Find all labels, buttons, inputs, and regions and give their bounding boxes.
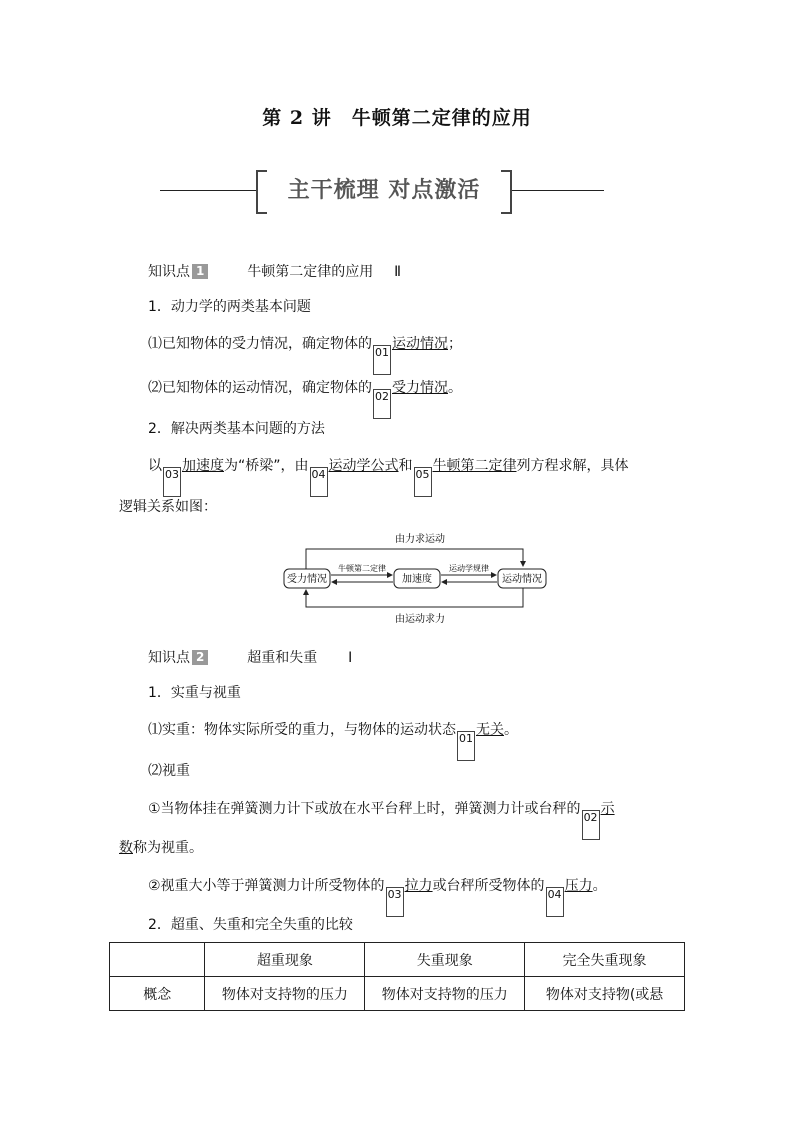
text: 和 (398, 458, 413, 474)
box-motion-label: 运动情况 (502, 574, 542, 585)
answer-blank: 03 (163, 467, 181, 497)
banner-text: 主干梳理 对点激活 (287, 177, 481, 203)
answer-text: 运动情况 (392, 336, 448, 352)
box-force-label: 受力情况 (287, 574, 327, 585)
s2-item-3 (148, 798, 615, 840)
text: ⑴已知物体的受力情况，确定物体的 (148, 336, 372, 352)
answer-blank: 04 (546, 887, 564, 917)
answer-blank: 01 (457, 731, 475, 761)
text: ⑵已知物体的运动情况，确定物体的 (148, 380, 372, 396)
s2-heading-1: 1．实重与视重 (148, 685, 241, 701)
answer-blank: 05 (414, 467, 432, 497)
answer-blank: 03 (386, 887, 404, 917)
page-title: 第 2 讲 牛顿第二定律的应用 (262, 107, 532, 129)
answer-blank: 02 (582, 810, 600, 840)
s1-item-2 (148, 377, 462, 419)
kp-level: Ⅰ (348, 650, 353, 666)
table-header-cell: 失重现象 (365, 943, 525, 977)
answer-text: 压力 (564, 878, 593, 894)
s1-item-1 (148, 333, 462, 375)
s2-item-3-cont (119, 837, 203, 857)
box-acceleration-label: 加速度 (402, 574, 432, 585)
text: 。 (504, 722, 518, 738)
s2-item-4 (148, 875, 607, 917)
answer-text: 拉力 (404, 878, 433, 894)
arrow-right-label: 运动学规律 (449, 564, 489, 573)
s2-heading-2: 2．超重、失重和完全失重的比较 (148, 917, 353, 933)
answer-blank: 02 (373, 389, 391, 419)
diagram-top-label: 由力求运动 (395, 534, 445, 545)
text: 。 (592, 878, 607, 894)
table-cell: 物体对支持物的压力 (205, 977, 365, 1011)
table-header-row (110, 943, 685, 977)
answer-text: 无关 (476, 722, 504, 738)
knowledge-point-1 (148, 261, 401, 281)
text: ②视重大小等于弹簧测力计所受物体的 (148, 878, 385, 894)
comparison-table (109, 942, 685, 1011)
table-header-cell: 超重现象 (205, 943, 365, 977)
banner-rule-left (160, 190, 258, 191)
table-header-cell: 完全失重现象 (525, 943, 685, 977)
arrow-motion-to-force (306, 588, 523, 607)
table-cell: 概念 (110, 977, 205, 1011)
answer-blank: 01 (373, 345, 391, 375)
kp-title: 牛顿第二定律的应用 (247, 264, 374, 280)
table-row (110, 977, 685, 1011)
text: 。 (448, 380, 462, 396)
answer-text: 数 (119, 840, 133, 856)
text: 列方程求解，具体 (516, 458, 629, 474)
s1-method-text (148, 455, 629, 497)
answer-text: 牛顿第二定律 (432, 458, 517, 474)
bracket-left (256, 170, 267, 214)
logic-diagram (280, 528, 550, 628)
section-banner (256, 168, 512, 214)
answer-text: 加速度 (182, 458, 224, 474)
answer-blank: 04 (310, 467, 328, 497)
table-header-cell (110, 943, 205, 977)
arrow-left-label: 牛顿第二定律 (338, 564, 386, 573)
text: ①当物体挂在弹簧测力计下或放在水平台秤上时，弹簧测力计或台秤的 (148, 801, 581, 817)
s1-heading-1: 1．动力学的两类基本问题 (148, 299, 311, 315)
s1-method-continuation: 逻辑关系如图： (119, 499, 217, 515)
table-cell: 物体对支持物的压力 (365, 977, 525, 1011)
kp-prefix: 知识点 (148, 264, 190, 280)
kp-level: Ⅱ (394, 264, 402, 280)
text: ； (448, 336, 462, 352)
answer-text: 示 (600, 801, 615, 817)
knowledge-point-2 (148, 647, 352, 667)
bracket-right (501, 170, 512, 214)
text: 称为视重。 (133, 840, 203, 856)
text: 以 (148, 458, 162, 474)
kp-title: 超重和失重 (247, 650, 318, 666)
s2-item-1 (148, 719, 518, 761)
diagram-bottom-label: 由运动求力 (395, 614, 445, 625)
text: ⑴实重：物体实际所受的重力，与物体的运动状态 (148, 722, 456, 738)
kp-number-badge: 2 (192, 650, 208, 665)
kp-prefix: 知识点 (148, 650, 190, 666)
kp-number-badge: 1 (192, 264, 208, 279)
text: 为“桥梁”，由 (224, 458, 309, 474)
text: 或台秤所受物体的 (432, 878, 545, 894)
table-cell: 物体对支持物(或悬 (525, 977, 685, 1011)
s1-heading-2: 2．解决两类基本问题的方法 (148, 421, 325, 437)
s2-item-2: ⑵视重 (148, 763, 190, 779)
banner-rule-right (510, 190, 604, 191)
answer-text: 运动学公式 (328, 458, 399, 474)
answer-text: 受力情况 (392, 380, 448, 396)
